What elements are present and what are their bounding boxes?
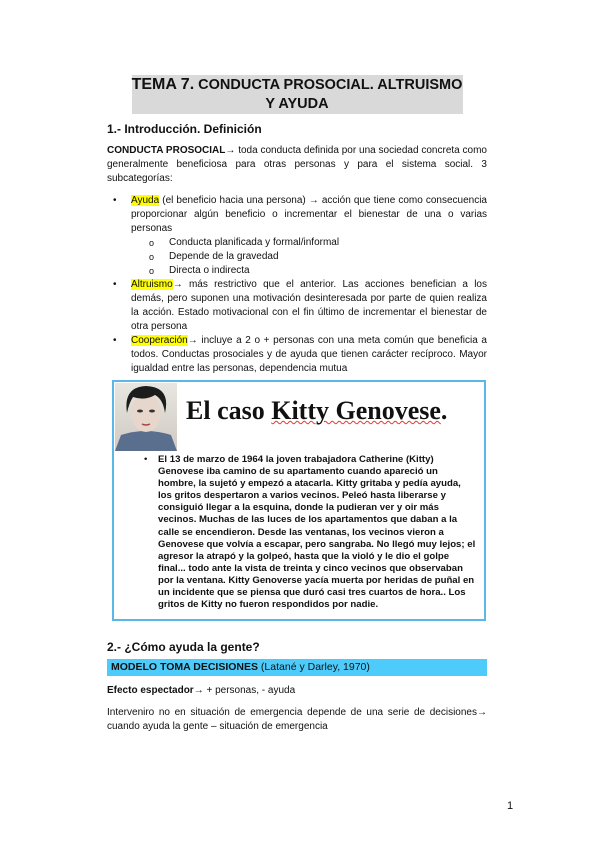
intervenir-paragraph [107,706,487,734]
title-number: TEMA 7. [131,76,195,93]
model-heading-bar [107,659,487,676]
efecto-term: Efecto espectador→ [107,685,204,697]
definition-text: toda conducta definida por una sociedad concreta como [235,145,487,156]
section2-heading: 2.- ¿Cómo ayuda la gente? [107,640,260,655]
kitty-genovese-slide-image [112,380,486,621]
definition-line2: generalmente beneficiosa para otras personas y para el sistema social. 3 subcategorías: [107,159,487,184]
cooperacion-text: → incluye a 2 o + personas con una meta común que beneficia a todos. [131,335,487,360]
cooperacion-item [107,334,487,376]
definition-term: CONDUCTA PROSOCIAL→ [107,145,236,156]
slide-body-text: El 13 de marzo de 1964 la joven trabajadora Catherine (Kitty) Genovese iba camino de su apartamento cuando apareció un hombre, la sujetó y empezó a atacarla. Kitty gritaba y pedía ayuda, los gritos despertaron a varios vecinos. Peleó hasta liberarse y consiguió llegar a la esquina, donde la pudieran ver y oir más vecinos. Muchas de las luces de los apartamentos que daban a la calle se encendieron. Desde las ventanas, los vecinos vieron a Genovese que volvía a escapar, pero sangraba. No llegó muy lejos; el agresor la atrapó y la golpeó, hasta que la violó y le dio el golpe final... todo ante la vista de treinta y cinco vecinos que observaban por la ventana. Kitty Genoverse yacía muerta por heridas de puñal en un incidente que se piensa que duró casi tres cuartos de hora.. Los gritos de Kitty no fueron respondidos por nadie. [158,454,476,611]
bullet-icon: • [113,335,117,346]
model-citation: (Latané y Darley, 1970) [258,661,370,674]
bullet-icon: • [144,454,148,465]
ayuda-line2: algún beneficio o incrementar el bienestar de una o varias personas [131,209,488,234]
bullet-icon: • [113,279,117,290]
sub-item-text: Conducta planificada y formal/informal [169,237,340,248]
document-content [107,75,487,734]
cooperacion-line2: Conductas prosociales y de ayuda que tienen carácter recíproco. Mayor igualdad entre las [131,349,488,374]
bullet-icon: • [113,195,117,206]
slide-body [114,450,484,611]
ayuda-term: Ayuda [131,195,160,206]
sub-item [107,264,487,278]
slide-title [186,396,447,426]
definition-paragraph [107,144,487,186]
model-name: MODELO TOMA DECISIONES [111,661,259,674]
cooperacion-line3: personas, dependencia mutua [212,363,348,374]
ayuda-item [107,194,487,236]
title-text: CONDUCTA PROSOCIAL. ALTRUISMO Y AYUDA [194,77,463,112]
slide-header [114,382,484,450]
portrait-photo [115,383,177,451]
page-title [132,75,463,114]
altruismo-line3: motivacional con el fin último de incrementar el bienestar de otra persona [131,307,487,332]
efecto-text: + personas, - ayuda [203,685,296,697]
sub-item-text: Directa o indirecta [169,265,250,276]
altruismo-text: → más restrictivo que el anterior. Las acciones benefician a los demás, pero [131,279,487,304]
slide-title-b: Kitty Genovese [271,396,441,425]
slide-title-a: El caso [186,396,272,425]
altruismo-item [107,278,487,334]
cooperacion-term: Cooperación [131,335,188,346]
intervenir-line2: la gente – situación de emergencia [172,721,328,733]
sub-item [107,250,487,264]
section1-heading: 1.- Introducción. Definición [107,122,262,136]
circle-bullet-icon: o [149,238,155,248]
page-number: 1 [507,800,514,812]
intervenir-line1: Interveniro no en situación de emergencia depende de una serie de decisiones→ cuando ayuda [107,707,487,733]
altruismo-term: Altruismo [131,279,173,290]
sub-item [107,236,487,250]
altruismo-line2: suponen una motivación desinteresada por parte de quien realiza la acción. Estado [131,293,487,318]
ayuda-text: (el beneficio hacia una persona) → acción que tiene como consecuencia proporcionar [131,195,487,220]
efecto-line [107,684,487,698]
slide-title-c: . [440,396,448,425]
circle-bullet-icon: o [149,252,155,262]
sub-item-text: Depende de la gravedad [169,251,279,262]
circle-bullet-icon: o [149,266,155,276]
